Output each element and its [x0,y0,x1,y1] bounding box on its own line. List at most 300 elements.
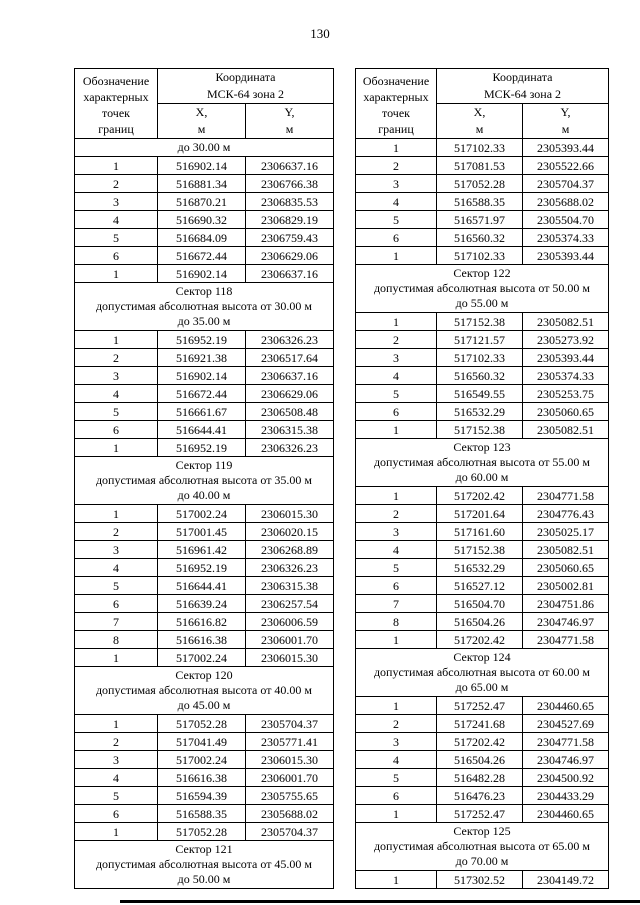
table-row [356,403,609,421]
point-number-cell: 2 [356,157,437,175]
sector-caption-line: до 50.00 м [177,872,231,886]
x-coordinate-cell: 516588.35 [158,805,246,823]
point-number-cell: 5 [75,229,158,247]
header-line: X, [473,105,486,119]
y-coordinate-cell: 2305755.65 [246,787,334,805]
table-row [356,805,609,823]
point-number-cell: 3 [356,349,437,367]
y-coordinate-cell: 2306637.16 [246,265,334,283]
x-coordinate-cell: 516902.14 [158,265,246,283]
x-coordinate-cell: 516594.39 [158,787,246,805]
sector-caption-line: Сектор 121 [175,842,233,856]
x-coordinate-cell: 516684.09 [158,229,246,247]
point-number-cell: 6 [75,247,158,265]
sector-caption-line: до 70.00 м [455,854,509,868]
table-row [356,733,609,751]
point-number-cell: 4 [356,541,437,559]
point-number-cell: 6 [356,577,437,595]
sector-caption-line: Сектор 124 [453,650,511,664]
x-coordinate-cell: 517052.28 [437,175,523,193]
x-coordinate-cell: 516661.67 [158,403,246,421]
table-row [75,367,334,385]
sector-caption-line: допустимая абсолютная высота от 50.00 м [373,281,591,295]
header-line: Y, [284,105,295,119]
y-coordinate-cell: 2304500.92 [523,769,609,787]
y-coordinate-cell: 2305393.44 [523,139,609,157]
y-coordinate-cell: 2306508.48 [246,403,334,421]
y-coordinate-cell: 2306315.38 [246,577,334,595]
point-number-cell: 2 [75,523,158,541]
sector-caption-row [75,667,334,715]
table-row [75,769,334,787]
header-coordinate [437,69,609,104]
point-number-cell: 5 [75,577,158,595]
point-number-cell: 4 [75,211,158,229]
point-number-cell: 5 [356,211,437,229]
x-coordinate-cell: 516504.26 [437,751,523,769]
sector-caption-line: до 30.00 м [177,140,231,154]
table-row [356,193,609,211]
right-coordinate-table [355,68,608,889]
table-row [356,487,609,505]
table-row [75,823,334,841]
x-coordinate-cell: 517252.47 [437,697,523,715]
header-line: X, [195,105,208,119]
point-number-cell: 2 [356,331,437,349]
sector-caption-line: до 45.00 м [177,698,231,712]
table-row [356,385,609,403]
point-number-cell: 1 [356,805,437,823]
header-line: Координата [215,70,276,84]
table-row [356,349,609,367]
x-coordinate-cell: 516921.38 [158,349,246,367]
left-coordinate-table [74,68,333,889]
point-number-cell: 5 [356,385,437,403]
sector-caption [75,283,334,331]
sector-caption-line: допустимая абсолютная высота от 35.00 м [95,473,313,487]
table-row [356,331,609,349]
table-body [356,139,609,889]
x-coordinate-cell: 516527.12 [437,577,523,595]
header-line: границ [98,122,134,136]
header-y [246,104,334,139]
point-number-cell: 5 [75,403,158,421]
table-row [356,313,609,331]
point-number-cell: 6 [356,403,437,421]
point-number-cell: 3 [356,175,437,193]
table-row [75,577,334,595]
y-coordinate-cell: 2304771.58 [523,487,609,505]
header-line: м [475,122,484,136]
y-coordinate-cell: 2304433.29 [523,787,609,805]
header-line: МСК-64 зона 2 [483,87,562,101]
x-coordinate-cell: 517152.38 [437,421,523,439]
x-coordinate-cell: 516482.28 [437,769,523,787]
x-coordinate-cell: 517102.33 [437,139,523,157]
table-row [75,265,334,283]
point-number-cell: 3 [356,523,437,541]
y-coordinate-cell: 2306766.38 [246,175,334,193]
x-coordinate-cell: 517161.60 [437,523,523,541]
point-number-cell: 6 [356,787,437,805]
y-coordinate-cell: 2305704.37 [246,715,334,733]
point-number-cell: 3 [75,367,158,385]
table-row [75,733,334,751]
y-coordinate-cell: 2305253.75 [523,385,609,403]
point-number-cell: 1 [356,487,437,505]
x-coordinate-cell: 516952.19 [158,439,246,457]
y-coordinate-cell: 2305082.51 [523,421,609,439]
x-coordinate-cell: 516560.32 [437,367,523,385]
point-number-cell: 6 [75,595,158,613]
y-coordinate-cell: 2306759.43 [246,229,334,247]
y-coordinate-cell: 2305374.33 [523,367,609,385]
sector-caption [356,823,609,871]
point-number-cell: 1 [356,697,437,715]
y-coordinate-cell: 2306637.16 [246,157,334,175]
table-row [75,751,334,769]
y-coordinate-cell: 2306015.30 [246,751,334,769]
table-row [75,193,334,211]
sector-caption-line: Сектор 118 [175,284,233,298]
y-coordinate-cell: 2305704.37 [246,823,334,841]
x-coordinate-cell: 516870.21 [158,193,246,211]
point-number-cell: 3 [75,751,158,769]
x-coordinate-cell: 516549.55 [437,385,523,403]
table-row [75,421,334,439]
table-row [356,715,609,733]
table-row [75,541,334,559]
x-coordinate-cell: 517152.38 [437,541,523,559]
point-number-cell: 7 [356,595,437,613]
table-row [356,247,609,265]
sector-caption [356,265,609,313]
table-row [75,175,334,193]
y-coordinate-cell: 2306629.06 [246,247,334,265]
sector-caption-line: до 40.00 м [177,488,231,502]
point-number-cell: 1 [356,421,437,439]
point-number-cell: 1 [75,505,158,523]
y-coordinate-cell: 2306015.30 [246,505,334,523]
x-coordinate-cell: 517002.24 [158,751,246,769]
header-line: точек [382,106,410,120]
sector-caption-line: допустимая абсолютная высота от 55.00 м [373,455,591,469]
table-row [356,559,609,577]
page-number: 130 [310,26,330,41]
y-coordinate-cell: 2304460.65 [523,805,609,823]
table-row [75,439,334,457]
x-coordinate-cell: 516952.19 [158,331,246,349]
x-coordinate-cell: 516616.82 [158,613,246,631]
sector-caption-line: до 65.00 м [455,680,509,694]
sector-caption-line: до 60.00 м [455,470,509,484]
y-coordinate-cell: 2305522.66 [523,157,609,175]
y-coordinate-cell: 2306835.53 [246,193,334,211]
y-coordinate-cell: 2305273.92 [523,331,609,349]
x-coordinate-cell: 517201.64 [437,505,523,523]
sector-caption-row [75,283,334,331]
header-x [437,104,523,139]
x-coordinate-cell: 516644.41 [158,577,246,595]
point-number-cell: 5 [356,559,437,577]
x-coordinate-cell: 516690.32 [158,211,246,229]
x-coordinate-cell: 517302.52 [437,871,523,889]
y-coordinate-cell: 2305082.51 [523,541,609,559]
table-row [75,595,334,613]
y-coordinate-cell: 2304527.69 [523,715,609,733]
sector-caption [75,667,334,715]
x-coordinate-cell: 516571.97 [437,211,523,229]
point-number-cell: 4 [356,751,437,769]
table-body [75,139,334,889]
x-coordinate-cell: 516961.42 [158,541,246,559]
table-row [356,697,609,715]
y-coordinate-cell: 2305504.70 [523,211,609,229]
x-coordinate-cell: 516639.24 [158,595,246,613]
table-row [356,631,609,649]
x-coordinate-cell: 516616.38 [158,631,246,649]
point-number-cell: 1 [75,157,158,175]
x-coordinate-cell: 516504.70 [437,595,523,613]
point-number-cell: 1 [356,139,437,157]
header-line: границ [378,122,414,136]
point-number-cell: 4 [356,193,437,211]
x-coordinate-cell: 517002.24 [158,649,246,667]
sector-caption-line: допустимая абсолютная высота от 45.00 м [95,857,313,871]
table-row [356,523,609,541]
table-row [356,139,609,157]
y-coordinate-cell: 2306257.54 [246,595,334,613]
y-coordinate-cell: 2305393.44 [523,349,609,367]
y-coordinate-cell: 2306629.06 [246,385,334,403]
y-coordinate-cell: 2305082.51 [523,313,609,331]
header-line: м [197,122,206,136]
y-coordinate-cell: 2306315.38 [246,421,334,439]
table-row [356,421,609,439]
x-coordinate-cell: 516881.34 [158,175,246,193]
header-coordinate [158,69,334,104]
table-row [356,211,609,229]
x-coordinate-cell: 517202.42 [437,733,523,751]
header-line: Обозначение [362,74,430,88]
header-y [523,104,609,139]
table-row [356,787,609,805]
point-number-cell: 6 [75,805,158,823]
y-coordinate-cell: 2306001.70 [246,769,334,787]
x-coordinate-cell: 516672.44 [158,247,246,265]
x-coordinate-cell: 516532.29 [437,559,523,577]
table-row [75,247,334,265]
x-coordinate-cell: 517241.68 [437,715,523,733]
sector-caption-line: Сектор 125 [453,824,511,838]
sector-caption [75,841,334,889]
y-coordinate-cell: 2306326.23 [246,331,334,349]
table-row [356,769,609,787]
sector-caption-line: Сектор 120 [175,668,233,682]
sector-caption-row [356,823,609,871]
point-number-cell: 2 [75,733,158,751]
table-row [356,367,609,385]
y-coordinate-cell: 2306326.23 [246,439,334,457]
table-row [356,157,609,175]
point-number-cell: 2 [356,715,437,733]
sector-caption-row [75,841,334,889]
x-coordinate-cell: 516672.44 [158,385,246,403]
point-number-cell: 1 [75,331,158,349]
table-row [75,715,334,733]
table-row [356,175,609,193]
sector-caption-line: до 55.00 м [455,296,509,310]
point-number-cell: 6 [356,229,437,247]
y-coordinate-cell: 2306268.89 [246,541,334,559]
table-row [75,331,334,349]
y-coordinate-cell: 2305060.65 [523,403,609,421]
sector-caption [356,439,609,487]
sector-caption-row [356,649,609,697]
x-coordinate-cell: 516616.38 [158,769,246,787]
point-number-cell: 1 [75,715,158,733]
y-coordinate-cell: 2306637.16 [246,367,334,385]
x-coordinate-cell: 516588.35 [437,193,523,211]
x-coordinate-cell: 517081.53 [437,157,523,175]
point-number-cell: 1 [75,649,158,667]
y-coordinate-cell: 2306006.59 [246,613,334,631]
point-number-cell: 5 [75,787,158,805]
y-coordinate-cell: 2306015.30 [246,649,334,667]
point-number-cell: 2 [75,175,158,193]
sector-caption-line: до 35.00 м [177,314,231,328]
x-coordinate-cell: 517002.24 [158,505,246,523]
y-coordinate-cell: 2305393.44 [523,247,609,265]
sector-caption-row [75,457,334,505]
y-coordinate-cell: 2305060.65 [523,559,609,577]
y-coordinate-cell: 2305025.17 [523,523,609,541]
y-coordinate-cell: 2306001.70 [246,631,334,649]
y-coordinate-cell: 2304776.43 [523,505,609,523]
table-row [356,595,609,613]
table-row [75,349,334,367]
y-coordinate-cell: 2305374.33 [523,229,609,247]
x-coordinate-cell: 517202.42 [437,631,523,649]
point-number-cell: 8 [356,613,437,631]
sector-caption-line: Сектор 123 [453,440,511,454]
sector-caption-row [356,265,609,313]
table-row [75,631,334,649]
sector-caption-line: допустимая абсолютная высота от 40.00 м [95,683,313,697]
x-coordinate-cell: 517121.57 [437,331,523,349]
header-line: МСК-64 зона 2 [206,87,285,101]
point-number-cell: 1 [356,631,437,649]
point-number-cell: 3 [75,541,158,559]
table-row [356,505,609,523]
x-coordinate-cell: 516952.19 [158,559,246,577]
scan-edge-rule [120,900,640,903]
x-coordinate-cell: 516532.29 [437,403,523,421]
table-row [75,229,334,247]
table-row [75,805,334,823]
table-row [356,541,609,559]
sector-caption-line: допустимая абсолютная высота от 60.00 м [373,665,591,679]
header-line: точек [102,106,130,120]
x-coordinate-cell: 516476.23 [437,787,523,805]
point-number-cell: 5 [356,769,437,787]
y-coordinate-cell: 2304751.86 [523,595,609,613]
point-number-cell: 2 [356,505,437,523]
header-line: м [561,122,570,136]
x-coordinate-cell: 516560.32 [437,229,523,247]
point-number-cell: 1 [75,439,158,457]
header-point-label [75,69,158,139]
sector-caption [356,649,609,697]
sector-caption-line: Сектор 119 [175,458,233,472]
header-line: Координата [492,70,553,84]
table-row [75,649,334,667]
sector-caption-row [75,139,334,157]
sector-caption-line: допустимая абсолютная высота от 65.00 м [373,839,591,853]
y-coordinate-cell: 2304746.97 [523,751,609,769]
table-row [75,523,334,541]
y-coordinate-cell: 2305002.81 [523,577,609,595]
header-line: характерных [83,90,149,104]
y-coordinate-cell: 2304460.65 [523,697,609,715]
table-row [75,613,334,631]
x-coordinate-cell: 517152.38 [437,313,523,331]
table-row [75,505,334,523]
x-coordinate-cell: 516644.41 [158,421,246,439]
x-coordinate-cell: 517052.28 [158,823,246,841]
x-coordinate-cell: 517041.49 [158,733,246,751]
y-coordinate-cell: 2306829.19 [246,211,334,229]
y-coordinate-cell: 2304746.97 [523,613,609,631]
x-coordinate-cell: 517252.47 [437,805,523,823]
y-coordinate-cell: 2306517.64 [246,349,334,367]
x-coordinate-cell: 517001.45 [158,523,246,541]
x-coordinate-cell: 516902.14 [158,367,246,385]
y-coordinate-cell: 2304149.72 [523,871,609,889]
point-number-cell: 3 [75,193,158,211]
point-number-cell: 1 [75,265,158,283]
x-coordinate-cell: 517102.33 [437,247,523,265]
y-coordinate-cell: 2306326.23 [246,559,334,577]
x-coordinate-cell: 517202.42 [437,487,523,505]
point-number-cell: 7 [75,613,158,631]
y-coordinate-cell: 2305688.02 [523,193,609,211]
sector-caption-line: Сектор 122 [453,266,511,280]
header-line: Обозначение [82,74,150,88]
table-row [75,157,334,175]
x-coordinate-cell: 517102.33 [437,349,523,367]
point-number-cell: 1 [356,871,437,889]
sector-caption [75,139,334,157]
point-number-cell: 4 [75,559,158,577]
point-number-cell: 3 [356,733,437,751]
y-coordinate-cell: 2305771.41 [246,733,334,751]
table-row [356,577,609,595]
point-number-cell: 4 [75,385,158,403]
y-coordinate-cell: 2305688.02 [246,805,334,823]
x-coordinate-cell: 516504.26 [437,613,523,631]
point-number-cell: 1 [75,823,158,841]
table-row [356,613,609,631]
point-number-cell: 1 [356,247,437,265]
table-header [75,69,334,139]
point-number-cell: 1 [356,313,437,331]
table-header [356,69,609,139]
table-row [75,211,334,229]
header-line: м [285,122,294,136]
point-number-cell: 8 [75,631,158,649]
y-coordinate-cell: 2305704.37 [523,175,609,193]
